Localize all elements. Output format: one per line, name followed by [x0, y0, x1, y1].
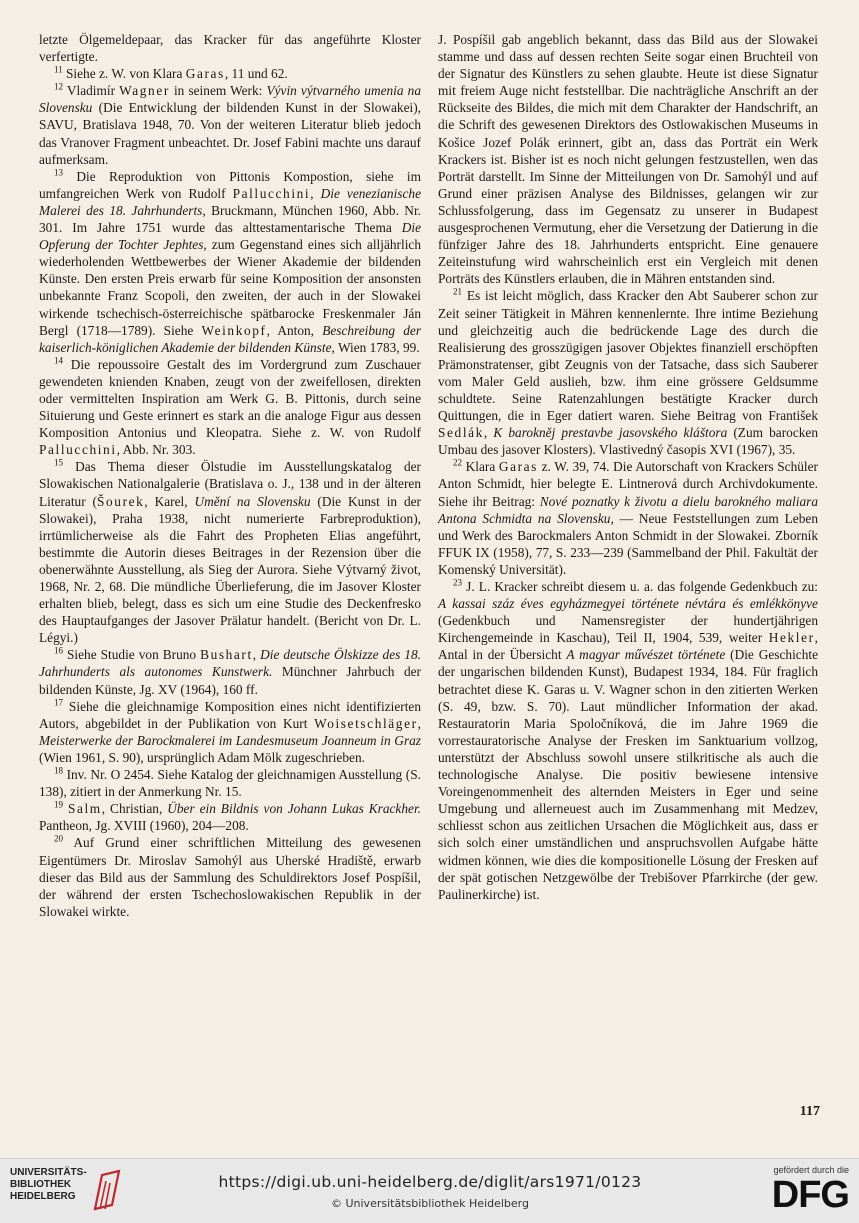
author-name: Bushart	[200, 647, 253, 663]
footnote-number: 16	[54, 645, 63, 656]
author-name: Pallucchini	[39, 442, 117, 458]
text-run: , Christian,	[101, 801, 168, 817]
text-run: Auf Grund einer schriftlichen Mitteilung des gewesenen Eigentümers Dr. Miroslav Samohýl aus Uherské Hradiště, erwarb dieser das Bild aus der Sammlung des Schuldirektors Josef Pospíšil, der während der ersten Tschechoslowakischen Republik in der Slowakei wirkte.	[39, 835, 421, 919]
paragraph	[39, 458, 421, 646]
text-run: , Antal in der Übersicht	[438, 630, 818, 663]
work-title: A magyar művészet története	[566, 647, 726, 663]
copyright-notice: © Universitätsbibliothek Heidelberg	[330, 1197, 529, 1210]
text-run: Die Reproduktion von Pittonis Kompostion, siehe im umfangreichen Werk von Rudolf	[39, 168, 421, 201]
viewer-footer	[0, 1158, 859, 1223]
text-run: (Die Entwicklung der bildenden Kunst in der Slowakei), SAVU, Bratislava 1948, 70. Von der weiteren Literatur blieb jedoch das Vranover Fragment unbeachtet. Dr. Josef Fabini machte uns darauf aufmerksam.	[39, 100, 421, 167]
text-run: z. W. 39, 74. Die Autorschaft von Krackers Schüler Anton Schmidt, hier belegte E. Lintnerová durch Archivdokumente. Siehe ihr Beitrag:	[438, 459, 818, 509]
author-name: Šourek	[97, 493, 145, 509]
text-run: — Neue Feststellungen zum Leben und Werk des Barockmalers Anton Schmidt in der Slowakei. Zborník FFUK IX (1958), 77, S. 233—239 (Sammelband der Phil. Fakultät der Komenský Universität).	[438, 510, 818, 577]
dfg-logo[interactable]	[739, 1165, 849, 1219]
author-name: Weinkopf	[201, 322, 267, 338]
ub-heidelberg-logo[interactable]	[10, 1167, 120, 1215]
text-run: , Abb. Nr. 303.	[116, 442, 196, 458]
work-title: Meisterwerke der Barockmalerei im Landesmuseum Joanneum in Graz	[39, 732, 421, 748]
work-title: Nové poznatky k životu a dielu barokného maliara Antona Schmidta na Slovensku,	[438, 493, 818, 526]
text-run: Siehe die gleichnamige Komposition eines nicht identifizierten Autors, abgebildet in der Publikation von Kurt	[39, 698, 421, 731]
work-title: Beschreibung der kaiserlich-königlichen Akademie der bildenden Künste,	[39, 322, 422, 355]
text-run: Es ist leicht möglich, dass Kracker den Abt Sauberer schon zur Zeit seiner Tätigkeit in Mähren kennenlernte. Ihre intime Beziehung und gleichzeitig auch die bedrückende Lage des durch die Realisierung des grosszügigen jasover Objektes finanziell erschöpften Prämonstratenser, gibt Zeugnis von der Tatsache, dass sich Sauberer vom Maler Geld auslieh, bzw. ihm eine grössere Geldsumme schuldtete. Seine Ratenzahlungen bestätigte Kracker durch Quittungen, die in Eger datiert waren. Siehe Beitrag von František	[438, 288, 818, 424]
text-run: ,	[310, 185, 321, 201]
paragraph	[438, 578, 818, 903]
paragraph	[39, 698, 421, 766]
author-name: Sedlák	[438, 425, 484, 441]
footnote-number: 11	[54, 64, 63, 75]
author-name: Garas	[498, 459, 538, 475]
text-run: J. Pospíšil gab angeblich bekannt, dass das Bild aus der Slowakei stamme und dass auf dessen rechten Seite sogar einen Bruchteil von der Signatur des Künstlers zu sehen glaubte. Heute ist diese Signatur mit freiem Auge nicht feststellbar. Die nachträgliche Anschrift an der Rückseite des Bildes, die mich mit dem Charakter der Handschrift, an die Schrift des gewesenen Direktors des Ostlowakischen Museums in Košice Jozef Polák erinnert, gibt an, dass das Porträt ein Werk Krackers ist. Bisher ist es noch nicht gelungen festzustellen, wen das Porträt darstellt. Im Sinne der Mitteilungen von Dr. Samohýl und auf Grund einer präzisen Analyse des Bildnisses, gelangen wir zur Schlussfolgerung, dass im Gegensatz zu unserer in Budapest ausgesprochenen Vermutung, eher die Versetzung der Datierung in die fünfziger Jahre des 18. Jahrhunderts entspricht. Eine genauere Zeiteinstufung wird wahrscheinlich erst ein Vergleich mit denen Porträts des Künstlers erlauben, die in Mähren entstanden sind.	[438, 32, 818, 287]
text-run: ,	[252, 647, 261, 663]
paragraph	[39, 356, 421, 459]
text-run: Siehe Studie von Bruno	[63, 647, 201, 663]
paragraph	[39, 766, 421, 800]
footnote-number: 20	[54, 833, 63, 844]
permalink-url[interactable]: https://digi.ub.uni-heidelberg.de/diglit/ars1971/0123	[218, 1173, 642, 1191]
text-run: Siehe z. W. von Klara	[62, 66, 186, 82]
paragraph	[438, 458, 818, 578]
funder-label: gefördert durch die	[773, 1165, 849, 1175]
work-title: A kassai száz éves egyházmegyei története névtára és emlékkönyve	[438, 596, 818, 612]
text-run: (Wien 1961, S. 90), ursprünglich Adam Mölk zugeschrieben.	[39, 749, 365, 765]
footnote-number: 14	[54, 355, 63, 366]
paragraph	[39, 82, 421, 167]
text-run: Bruckmann, München 1960, Abb. Nr. 301. Im Jahre 1751 wurde das alttestamentarische Thema	[39, 202, 421, 236]
work-title: Die venezianische Malerei des 18. Jahrhunderts,	[39, 185, 421, 218]
right-column	[438, 31, 818, 903]
paragraph	[39, 646, 421, 697]
work-title: K barokněj prestavbe jasovského kláštora	[493, 425, 728, 441]
work-title: Die deutsche Ölskizze des 18. Jahrhunderts als autonomes Kunstwerk.	[39, 647, 421, 680]
author-name: Woisetschläger	[314, 715, 418, 731]
text-run: ,	[417, 715, 421, 731]
library-name-line1: UNIVERSITÄTS-	[10, 1167, 87, 1178]
text-run: , Anton,	[266, 322, 323, 338]
text-run: Wien 1783, 99.	[334, 339, 420, 355]
footnote-number: 23	[453, 577, 462, 588]
text-run: (Gedenkbuch und Namensregister der hundertjährigen Kirchengemeinde in Kaschau), Teil II, 1904, 539, weiter	[438, 613, 818, 646]
footnote-number: 12	[54, 81, 63, 92]
work-title: Über ein Bildnis von Johann Lukas Krackher.	[167, 801, 421, 817]
paragraph	[438, 287, 818, 458]
work-title: Die Opferung der Tochter Jephtes,	[39, 220, 421, 253]
library-name-line2: BIBLIOTHEK	[10, 1179, 72, 1190]
footnote-number: 19	[54, 799, 63, 810]
text-run: in seinem Werk:	[169, 83, 267, 99]
footnote-number: 22	[453, 457, 462, 468]
text-run: Das Thema dieser Ölstudie im Ausstellungskatalog der Slowakischen Nationalgalerie (Bratislava o. J., 138 und in der älteren Literatur (	[39, 459, 421, 509]
footnote-number: 18	[54, 765, 63, 776]
paragraph	[438, 31, 818, 287]
author-name: Salm	[67, 801, 102, 817]
footnote-number: 21	[453, 286, 462, 297]
ub-logo-mark-icon	[92, 1169, 122, 1213]
left-column	[39, 31, 421, 920]
author-name: Hekler	[768, 630, 815, 646]
footnote-number: 17	[54, 697, 63, 708]
text-run: Münchner Jahrbuch der bildenden Künste, Jg. XV (1964), 160 ff.	[39, 664, 421, 697]
text-run: J. L. Kracker schreibt diesem u. a. das folgende Gedenkbuch zu:	[462, 579, 818, 594]
text-run: (Die Kunst in der Slowakei), Praha 1938, nicht numerierte Farbreproduktion), irrtümlicherweise als die Fahrt des Propheten Elias angeführt, bestimmte die Autorin dieses Beitrages in der Rezension über die obenerwähnte Ausstellung, als Sieg der Aurora. Siehe Výtvarný život, 1968, Nr. 2, 68. Die mündliche Überlieferung, die im Jasover Kloster erhalten blieb, belegt, dass es sich um eine Studie des Deckenfresko des Hauptaufganges der Jasover Prälatur handelt. (Bericht von Dr. L. Légyi.)	[39, 493, 421, 646]
footnote-number: 13	[54, 167, 63, 178]
work-title: Vývin výtvarného umenia na Slovensku	[39, 83, 421, 116]
paragraph	[39, 168, 421, 356]
text-run: ,	[483, 425, 494, 441]
text-run: (Zum barocken Umbau des jasover Klosters). Vlastivedný časopis XVI (1967), 35.	[438, 425, 819, 458]
text-run: letzte Ölgemeldepaar, das Kracker für das angeführte Kloster verfertigte.	[39, 32, 421, 65]
text-run: (Die Geschichte der ungarischen bildenden Kunst), Budapest 1934, 184. Für fraglich betrachtet diese K. Garas u. V. Wagner schon in den zitierten Werken (S. 49, bzw. S. 70). Laut mündlicher Information der akad. Restauratorin Maria Spoločníková, die im Jahre 1969 die vorrestauratorische Analyse der Fresken im Sanktuarium vollzog, unterstützt der Abschluss sowohl unsere stilkritische als auch die technologische Analyse. Die positiv bewiesene intensive Voreingenommenheit des alternden Meisters in Eger und seine Umgebung und allerneuest auch im Zusammenhang mit Medzev, schliesst schon aus zeitlichen Ursachen die Möglichkeit aus, dass er sich solch einer umständlichen und anspruchsvollen Aufgabe hätte widmen können, wie dies die kompositionelle Lösung der Fresken auf der spät gotischen Netzgewölbe der Trebišover Pfarrkirche (der gew. Paulinerkirche) ist.	[438, 647, 818, 902]
text-run: Pantheon, Jg. XVIII (1960), 204—208.	[39, 818, 249, 834]
text-run: , Karel,	[144, 493, 195, 509]
text-run: Vladimír	[63, 83, 120, 99]
page-number: 117	[799, 1104, 820, 1119]
text-run: Inv. Nr. O 2454. Siehe Katalog der gleichnamigen Ausstellung (S. 138), zitiert in der Anmerkung Nr. 15.	[39, 767, 421, 800]
text-run: Klara	[462, 459, 499, 475]
text-run: Die repoussoire Gestalt des im Vordergrund zum Zuschauer gewendeten knienden Knaben, zeugt von der zweifellosen, direkten oder vermittelten Inspiration am Werk G. B. Pittonis, durch seine Situierung und Geste erinnert es stark an die analoge Figur aus dessen Komposition Antonius und Kleopatra. Siehe z. W. von Rudolf	[39, 356, 421, 441]
paragraph	[39, 834, 421, 919]
paragraph	[39, 65, 421, 82]
text-run: , 11 und 62.	[224, 66, 288, 82]
text-run: zum Gegenstand eines sich alljährlich wiederholenden Wettbewerbes der Wiener Akademie der bildenden Künste. Den ersten Preis erwarb für seine Komposition der ansonsten unbekannte Franz Scopoli, den zweiten, der auch in der Slowakei wirkende tschechisch-österreichische spätbarocke Freskenmaler Ján Bergl (1718—1789). Siehe	[39, 237, 422, 338]
paragraph	[39, 800, 421, 834]
author-name: Garas	[185, 66, 225, 82]
funder-name: DFG	[771, 1174, 849, 1216]
footnote-number: 15	[54, 457, 63, 468]
paragraph	[39, 31, 421, 65]
author-name: Wagner	[119, 83, 170, 99]
author-name: Pallucchini	[232, 185, 311, 201]
work-title: Umění na Slovensku	[194, 493, 311, 509]
library-name-line3: HEIDELBERG	[10, 1191, 76, 1202]
